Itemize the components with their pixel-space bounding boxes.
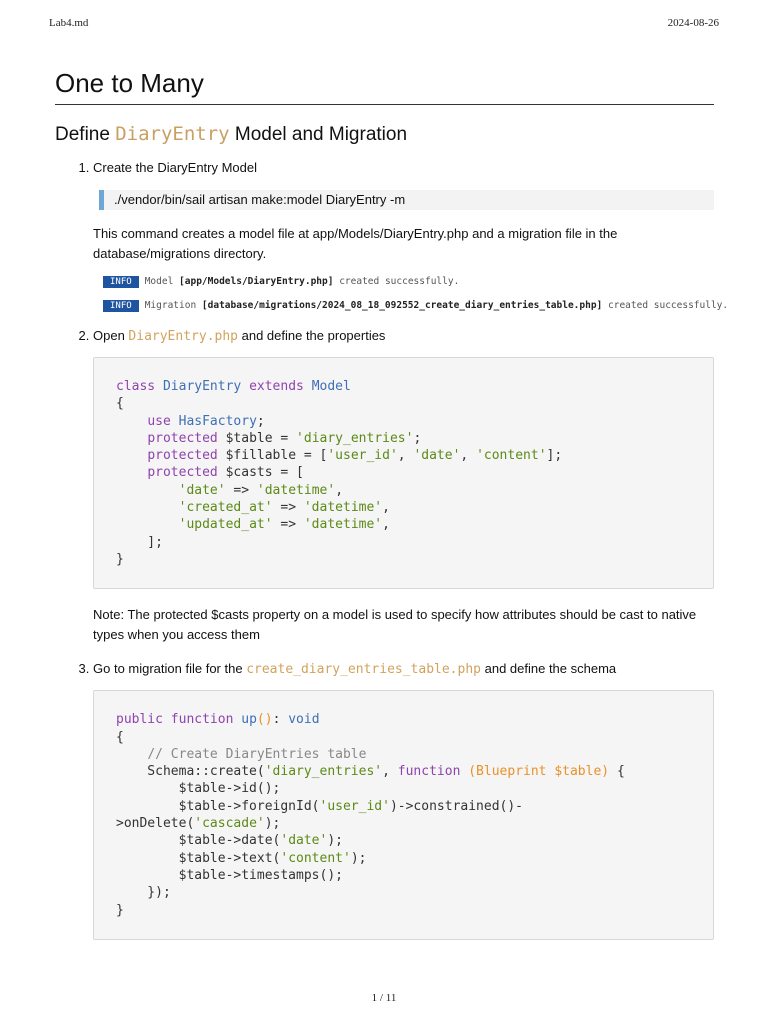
code-token: protected <box>147 448 218 464</box>
info-badge: INFO <box>103 276 139 288</box>
code-token: }); <box>116 885 171 901</box>
step-2-code: DiaryEntry.php <box>128 329 238 344</box>
code-token <box>116 517 179 532</box>
code-token: Model <box>311 379 351 394</box>
code-token: >onDelete( <box>116 816 195 832</box>
document-body <box>55 64 729 940</box>
code-token: 'content' <box>280 850 351 866</box>
code-token: $table->foreignId( <box>116 798 320 814</box>
log-kind: Model <box>144 276 174 287</box>
code-token: => <box>272 500 304 516</box>
code-token: 'cascade' <box>194 816 265 832</box>
code-token: $table = <box>217 430 297 446</box>
code-line <box>116 832 691 849</box>
code-line <box>116 798 691 815</box>
code-token: 'diary_entries' <box>296 430 414 446</box>
code-token: { <box>116 729 124 745</box>
code-line <box>116 551 691 568</box>
log-msg: created successfully. <box>608 300 729 311</box>
code-token: )->constrained()- <box>389 798 524 814</box>
step-1 <box>93 158 729 312</box>
code-line <box>116 447 691 464</box>
code-line <box>116 711 691 728</box>
code-token: // Create DiaryEntries table <box>147 746 367 762</box>
code-token: $fillable = [ <box>217 448 328 464</box>
code-line <box>116 867 691 884</box>
code-token: } <box>116 902 124 918</box>
code-token: 'content' <box>476 448 547 464</box>
code-token: ; <box>413 430 422 446</box>
code-token: , <box>460 448 477 464</box>
code-token: up <box>241 712 257 728</box>
code-line <box>116 763 691 780</box>
steps-list <box>55 158 729 940</box>
code-token: void <box>288 712 320 728</box>
code-token: (Blueprint $table) <box>468 764 610 780</box>
code-token <box>116 448 147 463</box>
code-token <box>116 747 147 762</box>
code-token: $table->text( <box>116 850 281 866</box>
code-token: ); <box>350 850 367 866</box>
step-3-code: create_diary_entries_table.php <box>246 662 481 678</box>
log-path: [database/migrations/2024_08_18_092552_create_diary_entries_table.php] <box>201 300 603 311</box>
code-line <box>116 499 691 516</box>
code-token <box>116 483 179 498</box>
code-token: : <box>272 712 289 728</box>
step-2-suffix: and define the properties <box>238 328 386 343</box>
page-number: 1 / 11 <box>371 992 397 1004</box>
artisan-output <box>103 276 729 312</box>
model-code-block <box>93 357 714 589</box>
code-line <box>116 395 691 412</box>
step-1-description: This command creates a model file at app/Models/DiaryEntry.php and a migration file in the database/migrations directory. <box>93 226 618 261</box>
code-token: 'updated_at' <box>178 517 273 533</box>
code-token: public <box>116 712 163 728</box>
code-token: { <box>116 396 124 412</box>
code-token <box>241 379 249 394</box>
code-token: ]; <box>116 534 163 550</box>
code-token: protected <box>147 465 218 481</box>
section-heading-prefix: Define <box>55 124 116 145</box>
code-token: $table->date( <box>116 833 281 849</box>
code-token <box>116 431 147 446</box>
log-line-model <box>103 276 714 288</box>
log-line-migration <box>103 300 729 312</box>
log-kind: Migration <box>144 300 197 311</box>
section-heading <box>55 121 714 148</box>
code-line <box>116 516 691 533</box>
step-3-prefix: Go to migration file for the <box>93 661 247 677</box>
code-line <box>116 534 691 551</box>
code-line <box>116 378 691 395</box>
code-line <box>116 413 691 430</box>
header-filename: Lab4.md <box>49 17 89 29</box>
info-badge: INFO <box>103 300 139 312</box>
step-1-label: 1. Create the DiaryEntry Model <box>93 160 258 175</box>
step-3-suffix: and define the schema <box>481 661 617 677</box>
code-token: , <box>382 764 398 780</box>
code-token: 'date' <box>413 448 461 464</box>
code-token: Schema::create( <box>116 764 265 780</box>
header-date: 2024-08-26 <box>667 17 719 29</box>
code-token: , <box>397 448 414 464</box>
migration-code-block <box>93 690 714 940</box>
code-token: 'created_at' <box>178 500 273 516</box>
section-heading-suffix: Model and Migration <box>229 124 408 145</box>
code-token: 'datetime' <box>303 517 383 533</box>
code-line <box>116 884 691 901</box>
step-3 <box>93 659 714 940</box>
code-token: 'diary_entries' <box>264 764 383 780</box>
step-2 <box>93 326 714 645</box>
code-token: 'datetime' <box>303 500 383 516</box>
code-token: ); <box>327 833 343 849</box>
code-token: DiaryEntry <box>162 379 242 394</box>
code-token: 'user_id' <box>327 448 398 464</box>
code-token: function <box>397 764 461 780</box>
code-token: { <box>609 764 625 780</box>
code-token: $table->timestamps(); <box>116 867 343 883</box>
code-line <box>116 464 691 481</box>
code-line <box>116 780 691 797</box>
code-token <box>163 712 171 727</box>
log-msg: created successfully. <box>339 276 460 287</box>
code-token: class <box>116 379 156 394</box>
code-token: 'date' <box>280 833 328 849</box>
step-3-label <box>93 659 714 680</box>
code-token: => <box>225 482 257 498</box>
step-2-label <box>93 326 714 347</box>
casts-note: Note: The protected $casts property on a model is used to specify how attributes should be cast to native types when you access them <box>93 607 697 643</box>
code-token: extends <box>249 379 304 394</box>
code-token: , <box>382 517 390 533</box>
code-token: ; <box>256 413 265 429</box>
code-token: ]; <box>546 448 563 464</box>
code-token: function <box>170 712 234 728</box>
code-token <box>171 414 179 429</box>
code-line <box>116 815 691 832</box>
code-token: , <box>382 500 390 516</box>
code-token: } <box>116 551 124 567</box>
code-token: $table->id(); <box>116 781 281 797</box>
code-token: use <box>147 413 171 429</box>
code-token: 'user_id' <box>319 798 390 814</box>
code-line <box>116 850 691 867</box>
step-2-prefix: Open <box>93 328 129 343</box>
code-token <box>155 379 163 394</box>
code-token: protected <box>147 430 218 446</box>
log-path: [app/Models/DiaryEntry.php] <box>179 276 334 287</box>
code-token: , <box>335 482 344 498</box>
code-token <box>304 379 312 394</box>
code-token: => <box>272 517 304 533</box>
code-token: $casts = [ <box>217 465 304 481</box>
code-line <box>116 729 691 746</box>
code-line <box>116 902 691 919</box>
code-token: () <box>256 712 273 728</box>
code-token: 'date' <box>178 482 226 498</box>
code-token: HasFactory <box>178 413 257 429</box>
code-token: 'datetime' <box>256 482 336 498</box>
page-title: One to Many <box>55 64 714 105</box>
code-line <box>116 482 691 499</box>
command-blockquote: ./vendor/bin/sail artisan make:model DiaryEntry -m <box>99 190 714 210</box>
code-token <box>116 500 179 515</box>
code-token <box>116 465 147 480</box>
code-token: ); <box>264 816 281 832</box>
section-heading-code: DiaryEntry <box>115 123 230 145</box>
code-token <box>116 414 147 429</box>
code-line <box>116 430 691 447</box>
code-line <box>116 746 691 763</box>
